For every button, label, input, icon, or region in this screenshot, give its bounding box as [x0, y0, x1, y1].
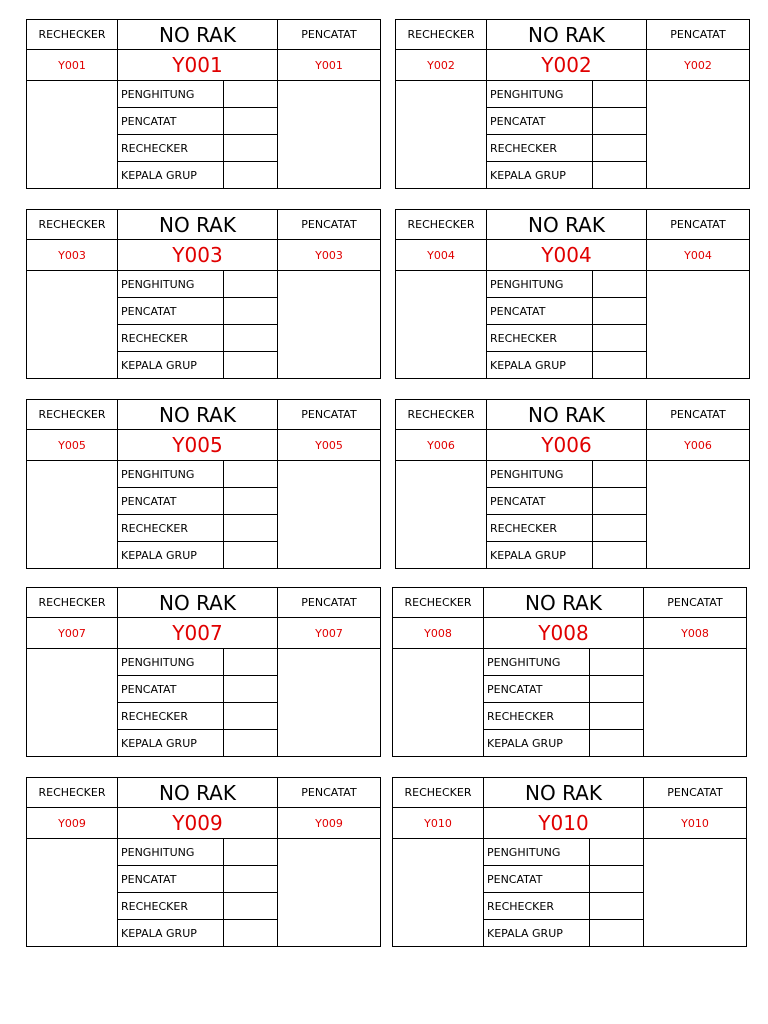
signature-box: [224, 839, 277, 866]
signature-box: [224, 893, 277, 920]
signature-role-label: KEPALA GRUP: [118, 352, 224, 379]
signature-box: [590, 676, 643, 703]
signature-role-label: KEPALA GRUP: [118, 542, 224, 569]
signature-box: [593, 108, 646, 135]
recorder-rack-code: Y004: [647, 240, 749, 271]
signature-box: [593, 515, 646, 542]
signature-table: [484, 839, 644, 946]
recorder-rack-code: Y010: [644, 808, 746, 839]
rechecker-signature-area: [393, 839, 484, 946]
rack-card: [26, 209, 381, 379]
signature-role-label: PENCATAT: [487, 108, 593, 135]
signature-row: [118, 920, 277, 947]
signature-role-label: PENGHITUNG: [118, 839, 224, 866]
signature-role-label: PENGHITUNG: [487, 81, 593, 108]
signature-box: [590, 649, 643, 676]
signature-row: [487, 325, 646, 352]
signature-table: [487, 461, 647, 568]
signature-box: [593, 81, 646, 108]
signature-row: [487, 135, 646, 162]
signature-row: [118, 271, 277, 298]
rechecker-rack-code: Y007: [27, 618, 118, 649]
signature-role-label: PENGHITUNG: [484, 839, 590, 866]
signature-role-label: PENCATAT: [484, 866, 590, 893]
rack-code: Y004: [487, 240, 647, 271]
rechecker-header: RECHECKER: [396, 210, 487, 240]
signature-row: [484, 703, 643, 730]
recorder-signature-area: [644, 839, 746, 946]
signature-box: [224, 108, 277, 135]
signature-row: [118, 162, 277, 189]
rack-code: Y009: [118, 808, 278, 839]
rechecker-header: RECHECKER: [393, 778, 484, 808]
rack-number-header: NO RAK: [487, 210, 647, 240]
signature-role-label: RECHECKER: [118, 325, 224, 352]
signature-role-label: KEPALA GRUP: [487, 162, 593, 189]
rechecker-rack-code: Y009: [27, 808, 118, 839]
rack-code: Y003: [118, 240, 278, 271]
signature-row: [487, 461, 646, 488]
recorder-signature-area: [647, 81, 749, 188]
signature-box: [224, 703, 277, 730]
rack-card: [26, 587, 381, 757]
rechecker-rack-code: Y004: [396, 240, 487, 271]
signature-role-label: RECHECKER: [487, 325, 593, 352]
signature-table: [118, 81, 278, 188]
recorder-signature-area: [278, 81, 380, 188]
recorder-header: PENCATAT: [278, 778, 380, 808]
signature-row: [487, 515, 646, 542]
signature-role-label: RECHECKER: [484, 893, 590, 920]
rack-number-header: NO RAK: [118, 400, 278, 430]
signature-box: [593, 542, 646, 569]
recorder-rack-code: Y005: [278, 430, 380, 461]
signature-role-label: RECHECKER: [118, 893, 224, 920]
rack-card: [395, 399, 750, 569]
rechecker-rack-code: Y001: [27, 50, 118, 81]
signature-box: [224, 162, 277, 189]
recorder-signature-area: [644, 649, 746, 756]
signature-row: [118, 461, 277, 488]
signature-role-label: PENGHITUNG: [487, 461, 593, 488]
recorder-rack-code: Y002: [647, 50, 749, 81]
signature-role-label: RECHECKER: [487, 135, 593, 162]
signature-box: [224, 298, 277, 325]
signature-row: [484, 839, 643, 866]
rack-code: Y006: [487, 430, 647, 461]
rechecker-signature-area: [393, 649, 484, 756]
recorder-header: PENCATAT: [278, 400, 380, 430]
signature-row: [487, 81, 646, 108]
signature-row: [484, 676, 643, 703]
signature-row: [118, 488, 277, 515]
signature-row: [118, 325, 277, 352]
signature-box: [224, 271, 277, 298]
rack-number-header: NO RAK: [118, 588, 278, 618]
signature-row: [487, 298, 646, 325]
signature-role-label: KEPALA GRUP: [484, 920, 590, 947]
rechecker-header: RECHECKER: [27, 20, 118, 50]
rack-card: [26, 777, 381, 947]
signature-row: [118, 839, 277, 866]
rack-code: Y002: [487, 50, 647, 81]
rechecker-signature-area: [27, 649, 118, 756]
rack-code: Y007: [118, 618, 278, 649]
rack-number-header: NO RAK: [487, 20, 647, 50]
recorder-header: PENCATAT: [647, 20, 749, 50]
signature-role-label: PENGHITUNG: [487, 271, 593, 298]
signature-row: [487, 108, 646, 135]
signature-box: [224, 461, 277, 488]
signature-role-label: KEPALA GRUP: [484, 730, 590, 757]
signature-row: [484, 920, 643, 947]
recorder-header: PENCATAT: [647, 400, 749, 430]
signature-row: [487, 271, 646, 298]
signature-role-label: KEPALA GRUP: [487, 352, 593, 379]
signature-box: [224, 649, 277, 676]
signature-row: [487, 162, 646, 189]
signature-row: [118, 81, 277, 108]
signature-table: [118, 839, 278, 946]
signature-box: [590, 839, 643, 866]
signature-role-label: PENCATAT: [484, 676, 590, 703]
signature-box: [590, 866, 643, 893]
rechecker-header: RECHECKER: [27, 588, 118, 618]
signature-role-label: RECHECKER: [118, 515, 224, 542]
signature-role-label: PENGHITUNG: [118, 461, 224, 488]
signature-row: [118, 108, 277, 135]
rechecker-signature-area: [27, 839, 118, 946]
rack-code: Y005: [118, 430, 278, 461]
signature-box: [224, 488, 277, 515]
signature-box: [593, 461, 646, 488]
recorder-signature-area: [278, 649, 380, 756]
rack-card: [395, 19, 750, 189]
rack-number-header: NO RAK: [487, 400, 647, 430]
recorder-rack-code: Y001: [278, 50, 380, 81]
recorder-header: PENCATAT: [278, 588, 380, 618]
signature-box: [224, 81, 277, 108]
signature-role-label: PENCATAT: [487, 298, 593, 325]
rechecker-signature-area: [396, 81, 487, 188]
recorder-header: PENCATAT: [278, 20, 380, 50]
signature-row: [118, 649, 277, 676]
signature-box: [224, 920, 277, 947]
signature-box: [593, 271, 646, 298]
signature-table: [118, 271, 278, 378]
signature-row: [484, 866, 643, 893]
recorder-rack-code: Y006: [647, 430, 749, 461]
rack-card: [26, 399, 381, 569]
signature-table: [487, 271, 647, 378]
signature-role-label: RECHECKER: [118, 703, 224, 730]
rack-number-header: NO RAK: [484, 778, 644, 808]
rechecker-header: RECHECKER: [27, 400, 118, 430]
rack-code: Y008: [484, 618, 644, 649]
signature-table: [118, 461, 278, 568]
signature-row: [118, 515, 277, 542]
signature-table: [118, 649, 278, 756]
rack-card: [392, 587, 747, 757]
signature-table: [487, 81, 647, 188]
signature-role-label: PENGHITUNG: [118, 271, 224, 298]
recorder-signature-area: [647, 271, 749, 378]
signature-box: [224, 135, 277, 162]
rechecker-rack-code: Y008: [393, 618, 484, 649]
signature-box: [224, 676, 277, 703]
signature-box: [593, 488, 646, 515]
signature-role-label: RECHECKER: [487, 515, 593, 542]
rechecker-rack-code: Y005: [27, 430, 118, 461]
signature-row: [118, 298, 277, 325]
rack-card: [392, 777, 747, 947]
signature-role-label: PENCATAT: [487, 488, 593, 515]
signature-box: [224, 542, 277, 569]
signature-role-label: KEPALA GRUP: [118, 730, 224, 757]
signature-role-label: PENGHITUNG: [484, 649, 590, 676]
signature-row: [118, 542, 277, 569]
recorder-signature-area: [647, 461, 749, 568]
rechecker-rack-code: Y003: [27, 240, 118, 271]
recorder-signature-area: [278, 839, 380, 946]
signature-box: [590, 920, 643, 947]
signature-box: [590, 703, 643, 730]
signature-role-label: RECHECKER: [484, 703, 590, 730]
signature-box: [224, 866, 277, 893]
rechecker-header: RECHECKER: [396, 20, 487, 50]
rack-number-header: NO RAK: [484, 588, 644, 618]
signature-box: [224, 352, 277, 379]
rack-number-header: NO RAK: [118, 778, 278, 808]
signature-role-label: RECHECKER: [118, 135, 224, 162]
rack-card: [395, 209, 750, 379]
signature-box: [593, 298, 646, 325]
signature-row: [118, 866, 277, 893]
signature-box: [224, 325, 277, 352]
signature-row: [484, 730, 643, 757]
signature-row: [118, 352, 277, 379]
rechecker-rack-code: Y010: [393, 808, 484, 839]
signature-row: [487, 488, 646, 515]
signature-role-label: PENGHITUNG: [118, 649, 224, 676]
signature-row: [118, 703, 277, 730]
signature-row: [118, 676, 277, 703]
signature-row: [484, 649, 643, 676]
signature-table: [484, 649, 644, 756]
signature-role-label: PENCATAT: [118, 108, 224, 135]
rechecker-signature-area: [27, 81, 118, 188]
recorder-header: PENCATAT: [644, 778, 746, 808]
recorder-signature-area: [278, 461, 380, 568]
recorder-rack-code: Y009: [278, 808, 380, 839]
signature-role-label: PENGHITUNG: [118, 81, 224, 108]
rechecker-signature-area: [396, 271, 487, 378]
recorder-rack-code: Y003: [278, 240, 380, 271]
rechecker-rack-code: Y002: [396, 50, 487, 81]
rechecker-rack-code: Y006: [396, 430, 487, 461]
rack-number-header: NO RAK: [118, 210, 278, 240]
signature-role-label: KEPALA GRUP: [118, 162, 224, 189]
signature-box: [224, 515, 277, 542]
signature-role-label: PENCATAT: [118, 298, 224, 325]
signature-box: [593, 162, 646, 189]
rack-code: Y001: [118, 50, 278, 81]
signature-row: [118, 135, 277, 162]
recorder-header: PENCATAT: [278, 210, 380, 240]
signature-box: [590, 893, 643, 920]
signature-row: [118, 730, 277, 757]
rack-number-header: NO RAK: [118, 20, 278, 50]
signature-row: [118, 893, 277, 920]
signature-box: [590, 730, 643, 757]
signature-box: [593, 352, 646, 379]
rechecker-signature-area: [27, 271, 118, 378]
signature-role-label: PENCATAT: [118, 866, 224, 893]
signature-role-label: KEPALA GRUP: [118, 920, 224, 947]
rechecker-header: RECHECKER: [27, 778, 118, 808]
rechecker-header: RECHECKER: [27, 210, 118, 240]
rechecker-signature-area: [27, 461, 118, 568]
signature-row: [487, 352, 646, 379]
signature-role-label: PENCATAT: [118, 676, 224, 703]
rack-card: [26, 19, 381, 189]
recorder-signature-area: [278, 271, 380, 378]
rechecker-header: RECHECKER: [396, 400, 487, 430]
rechecker-signature-area: [396, 461, 487, 568]
rack-code: Y010: [484, 808, 644, 839]
signature-role-label: PENCATAT: [118, 488, 224, 515]
recorder-header: PENCATAT: [644, 588, 746, 618]
recorder-rack-code: Y008: [644, 618, 746, 649]
signature-row: [487, 542, 646, 569]
recorder-header: PENCATAT: [647, 210, 749, 240]
recorder-rack-code: Y007: [278, 618, 380, 649]
signature-box: [593, 325, 646, 352]
signature-role-label: KEPALA GRUP: [487, 542, 593, 569]
signature-row: [484, 893, 643, 920]
signature-box: [224, 730, 277, 757]
signature-box: [593, 135, 646, 162]
rechecker-header: RECHECKER: [393, 588, 484, 618]
